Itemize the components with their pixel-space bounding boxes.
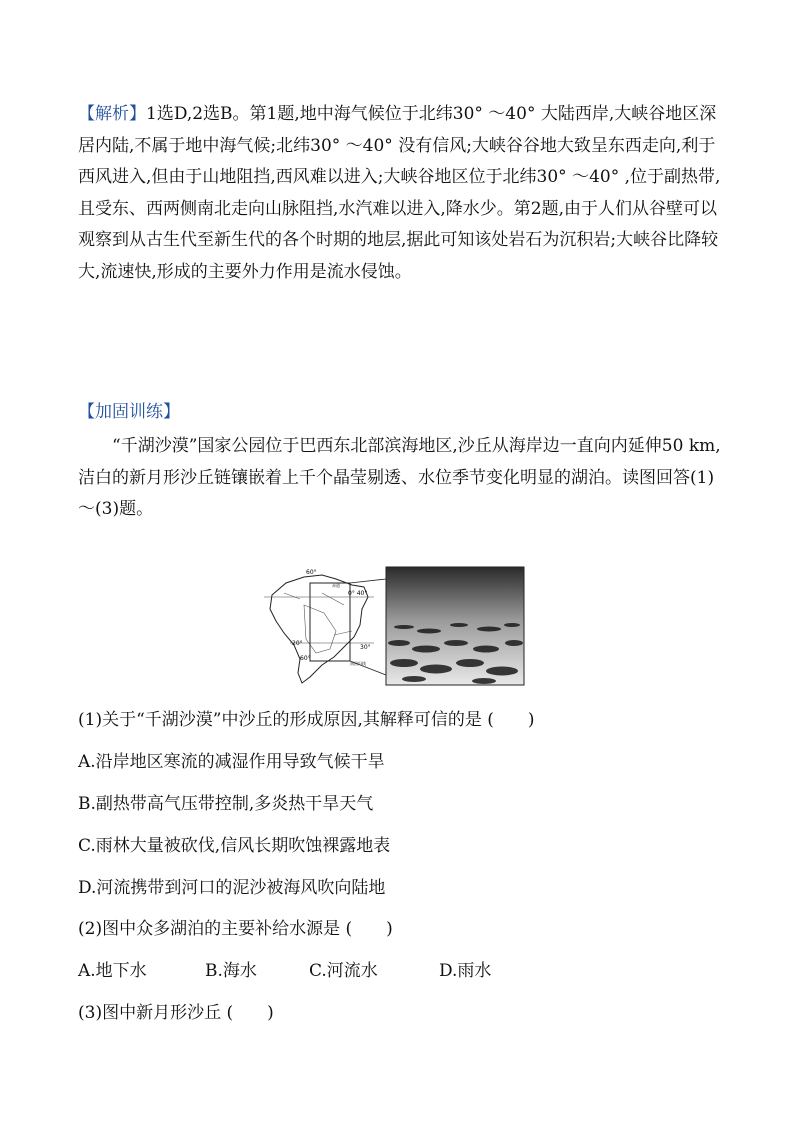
question-1-option-b: B.副热带高气压带控制,多炎热干旱天气 — [78, 794, 374, 814]
training-intro: “千湖沙漠”国家公园位于巴西东北部滨海地区,沙丘从海岸边一直向内延伸50 km,洁白的新月形沙丘链镶嵌着上千个晶莹剔透、水位季节变化明显的湖泊。读图回答(1)～(3)题。 — [78, 436, 721, 519]
lat-right-label: 0° 40° — [348, 590, 368, 597]
lat-top-label: 60° — [306, 569, 317, 576]
analysis-text: 1选D,2选B。第1题,地中海气候位于北纬30° ～40° 大陆西岸,大峡谷地区深居内陆,不属于地中海气候;北纬30° ～40° 没有信风;大峡谷谷地大致呈东西走向,利于西风进入,但由于山地阻挡,西风难以进入;大峡谷地区位于北纬30° ～40° ,位于副热带,且受东、西两侧南北走向山脉阻挡,水汽难以进入,降水少。第2题,由于人们从谷壁可以观察到从古生代至新生代的各个时期的地层,据此可知该处岩石为沉积岩;大峡谷比降较大,流速快,形成的主要外力作用是流水侵蚀。 — [78, 104, 721, 282]
brazil-map — [264, 569, 386, 683]
question-1-option-c: C.雨林大量被砍伐,信风长期吹蚀裸露地表 — [78, 836, 391, 856]
question-2-option-d: D.雨水 — [439, 961, 492, 981]
question-1-stem: (1)关于“千湖沙漠”中沙丘的形成原因,其解释可信的是 ( ) — [78, 710, 535, 730]
map-small-label-2: 南回归线 — [350, 661, 366, 666]
question-1-option-d: D.河流携带到河口的泥沙被海风吹向陆地 — [78, 878, 386, 898]
analysis-paragraph — [78, 99, 726, 288]
question-2-options — [78, 956, 491, 981]
lat-bottom-left-label: 60° — [300, 655, 311, 662]
map-and-photo-figure — [264, 565, 526, 687]
question-2-stem: (2)图中众多湖泊的主要补给水源是 ( ) — [78, 919, 393, 939]
analysis-label: 【解析】 — [78, 104, 146, 124]
question-1-option-a: A.沿岸地区寒流的减湿作用导致气候干旱 — [78, 752, 385, 772]
question-3-stem: (3)图中新月形沙丘 ( ) — [78, 1003, 274, 1023]
map-small-label-1: 赤道 — [332, 583, 340, 588]
question-2-option-b: B.海水 — [205, 961, 257, 981]
training-label: 【加固训练】 — [78, 402, 180, 422]
question-2-option-a: A.地下水 — [78, 961, 147, 981]
sand-dune-photo — [386, 567, 524, 685]
lat-bottom-right-label: 30° — [360, 644, 371, 651]
lat-left-label: 20° — [292, 640, 303, 647]
question-2-option-c: C.河流水 — [309, 961, 378, 981]
training-label-line — [78, 397, 180, 422]
